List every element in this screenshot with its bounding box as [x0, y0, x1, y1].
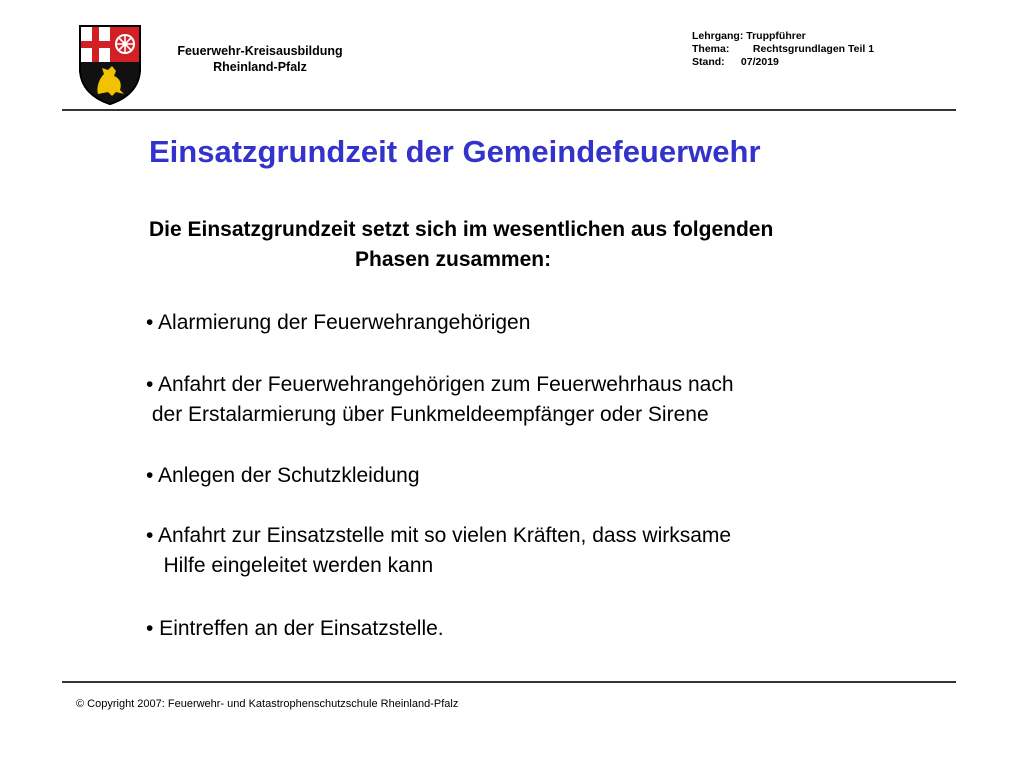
organization-name [150, 43, 370, 75]
list-item-continuation: der Erstalarmierung über Funkmeldeempfänger oder Sirene [146, 403, 709, 426]
copyright-notice: © Copyright 2007: Feuerwehr- und Katastrophenschutzschule Rheinland-Pfalz [76, 698, 459, 710]
meta-row-course [692, 30, 874, 43]
list-item [146, 370, 734, 430]
list-item-text: • Eintreffen an der Einsatzstelle. [146, 617, 444, 640]
meta-row-topic [692, 43, 874, 56]
meta-key: Lehrgang: [692, 30, 744, 42]
org-line-1: Feuerwehr-Kreisausbildung [177, 44, 343, 58]
footer-divider [62, 681, 956, 683]
list-item [146, 614, 444, 644]
header-divider [62, 109, 956, 111]
intro-line-1: Die Einsatzgrundzeit setzt sich im wesentlichen aus folgenden [149, 218, 774, 241]
list-item-text: • Anfahrt zur Einsatzstelle mit so vielen Kräften, dass wirksame [146, 524, 732, 547]
meta-value: Rechtsgrundlagen Teil 1 [752, 43, 875, 55]
meta-key: Stand: [692, 56, 725, 68]
meta-value: 07/2019 [740, 56, 779, 68]
list-item-text: • Anfahrt der Feuerwehrangehörigen zum Feuerwehrhaus nach [146, 373, 734, 396]
meta-value: Truppführer [746, 30, 806, 42]
list-item [146, 521, 731, 581]
list-item-text: • Anlegen der Schutzkleidung [146, 464, 420, 487]
meta-key: Thema: [692, 43, 730, 55]
org-line-2: Rheinland-Pfalz [213, 60, 307, 74]
coat-of-arms-logo [76, 24, 144, 106]
list-item-text: • Alarmierung der Feuerwehrangehörigen [146, 311, 531, 334]
meta-row-date [692, 56, 874, 69]
course-meta [692, 30, 874, 69]
list-item-continuation: Hilfe eingeleitet werden kann [146, 554, 434, 577]
intro-line-2: Phasen zusammen: [355, 248, 552, 271]
list-item [146, 461, 420, 491]
slide-title: Einsatzgrundzeit der Gemeindefeuerwehr [149, 134, 761, 169]
intro-text [149, 215, 773, 275]
list-item [146, 308, 530, 338]
